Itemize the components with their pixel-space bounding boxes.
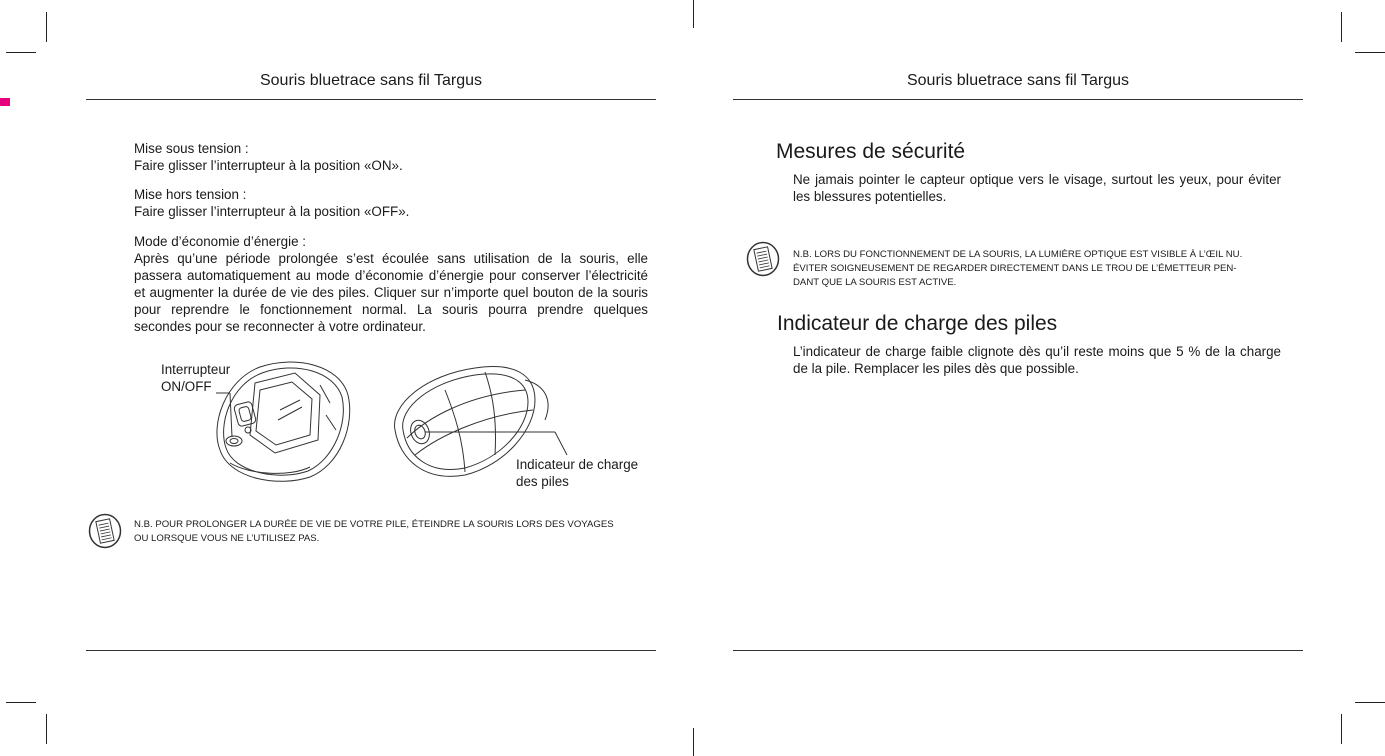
power-off-section [134, 186, 654, 220]
crop-mark [46, 714, 47, 744]
note-icon [88, 513, 122, 549]
crop-mark [1355, 52, 1385, 53]
right-footer-rule [733, 650, 1303, 651]
note-icon [746, 241, 780, 277]
power-on-section [134, 140, 654, 174]
crop-mark [1341, 12, 1342, 42]
power-off-text: Faire glisser l’interrupteur à la position «OFF». [134, 204, 410, 219]
right-page-header: Souris bluetrace sans fil Targus [906, 72, 1130, 89]
power-save-section [134, 233, 648, 335]
color-registration-mark [0, 98, 10, 106]
left-note-line2: OU LORSQUE VOUS NE L’UTILISEZ PAS. [134, 533, 320, 544]
switch-label-line1: Interrupteur [161, 362, 231, 377]
left-footer-rule [86, 650, 656, 651]
left-note-line1: N.B. POUR PROLONGER LA DURÉE DE VIE DE VOTRE PILE, ÉTEINDRE LA SOURIS LORS DES VOYAGES [134, 519, 614, 530]
power-save-heading: Mode d’économie d’énergie : [134, 234, 306, 249]
right-note-line2: ÉVITER SOIGNEUSEMENT DE REGARDER DIRECTEMENT DANS LE TROU DE L’ÉMETTEUR PEN- [793, 263, 1237, 274]
crop-mark [6, 52, 36, 53]
right-header-rule [733, 99, 1303, 100]
left-header-rule [86, 99, 656, 100]
power-on-heading: Mise sous tension : [134, 141, 249, 156]
switch-label-line2: ON/OFF [161, 379, 212, 394]
safety-title: Mesures de sécurité [776, 140, 966, 163]
crop-mark [1341, 714, 1342, 744]
mouse-top-illustration [385, 360, 575, 490]
crop-mark [693, 728, 694, 756]
power-on-text: Faire glisser l’interrupteur à la position «ON». [134, 158, 403, 173]
indicator-label-line2: des piles [516, 474, 569, 489]
mouse-bottom-illustration [200, 355, 360, 490]
right-note-line1: N.B. LORS DU FONCTIONNEMENT DE LA SOURIS, LA LUMIÈRE OPTIQUE EST VISIBLE À L’ŒIL NU. [793, 249, 1243, 260]
power-off-heading: Mise hors tension : [134, 187, 247, 202]
left-page-header: Souris bluetrace sans fil Targus [259, 72, 483, 89]
crop-mark [1355, 702, 1385, 703]
indicator-label-line1: Indicateur de charge [516, 457, 639, 472]
right-note [793, 248, 1281, 290]
battery-title: Indicateur de charge des piles [777, 312, 1058, 335]
right-note-line3: DANT QUE LA SOURIS EST ACTIVE. [793, 277, 957, 288]
crop-mark [6, 702, 36, 703]
safety-text: Ne jamais pointer le capteur optique vers le visage, surtout les yeux, pour éviter les blessures potentielles. [793, 172, 1281, 204]
power-save-text: Après qu’une période prolongée s’est écoulée sans utilisation de la souris, elle passera automatiquement au mode d’économie d’énergie pour conserver l’électricité et augmenter la durée de vie des piles. Cliquer sur n’importe quel bouton de la souris pour reprendre le fonctionnement normal. La souris pourra prendre quelques secondes pour se reconnecter à votre ordinateur. [134, 251, 648, 334]
left-note [134, 518, 648, 546]
battery-text: L’indicateur de charge faible clignote dès qu’il reste moins que 5 % de la charge de la pile. Remplacer les piles dès que possible. [793, 344, 1281, 376]
crop-mark [46, 12, 47, 42]
crop-mark [693, 0, 694, 28]
